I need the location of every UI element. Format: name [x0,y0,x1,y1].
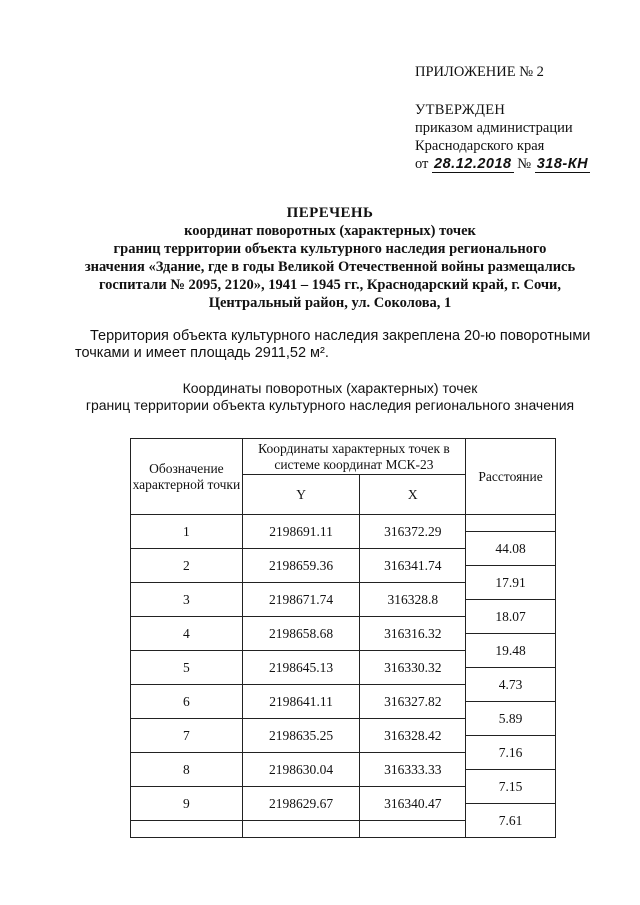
distance: 4.73 [466,668,556,702]
point-id: 9 [131,787,243,821]
distance: 7.61 [466,804,556,838]
point-y: 2198629.67 [242,787,360,821]
caption-line-2: границ территории объекта культурного наследия регионального значения [85,397,575,413]
handwritten-date: 28.12.2018 [434,156,512,172]
point-x-blank [360,821,466,838]
order-line-1: приказом администрации [415,120,573,136]
point-id: 6 [131,685,243,719]
point-id: 1 [131,515,243,549]
point-id: 3 [131,583,243,617]
point-x: 316328.42 [360,719,466,753]
point-y: 2198641.11 [242,685,360,719]
point-x: 316316.32 [360,617,466,651]
point-y: 2198658.68 [242,617,360,651]
order-line-2: Краснодарского края [415,138,545,154]
point-y: 2198691.11 [242,515,360,549]
point-x: 316328.8 [360,583,466,617]
title-line: значения «Здание, где в годы Великой Отечественной войны размещались [84,259,576,275]
territory-paragraph [75,328,610,362]
distance: 18.07 [466,600,556,634]
point-y-blank [242,821,360,838]
distance-blank [466,515,556,532]
point-y: 2198645.13 [242,651,360,685]
point-id-blank [131,821,243,838]
point-x: 316341.74 [360,549,466,583]
point-y: 2198659.36 [242,549,360,583]
header-distance: Расстояние [466,439,556,515]
header-coordinates: Координаты характерных точек в системе координат МСК-23 [242,439,465,475]
point-id: 7 [131,719,243,753]
distance: 7.15 [466,770,556,804]
approved-label: УТВЕРЖДЕН [415,102,506,118]
header-y: Y [242,475,360,515]
point-id: 4 [131,617,243,651]
annex-label: ПРИЛОЖЕНИЕ № 2 [415,64,544,80]
paragraph-line-1: Территория объекта культурного наследия закреплена 20-ю поворотными [90,328,591,344]
distance: 17.91 [466,566,556,600]
distance: 44.08 [466,532,556,566]
distance: 19.48 [466,634,556,668]
title-line: границ территории объекта культурного наследия регионального [113,241,547,257]
point-y: 2198630.04 [242,753,360,787]
distance: 7.16 [466,736,556,770]
date-prefix: от [415,156,429,172]
title-line: координат поворотных (характерных) точек [184,223,476,239]
coordinates-table [130,438,556,838]
title-line: госпитали № 2095, 2120», 1941 – 1945 гг., Краснодарский край, г. Сочи, [98,277,562,293]
point-x: 316333.33 [360,753,466,787]
point-id: 8 [131,753,243,787]
point-y: 2198635.25 [242,719,360,753]
point-x: 316330.32 [360,651,466,685]
point-id: 5 [131,651,243,685]
caption-line-1: Координаты поворотных (характерных) точек [182,380,478,396]
header-x: X [360,475,466,515]
point-id: 2 [131,549,243,583]
point-y: 2198671.74 [242,583,360,617]
header-point: Обозначение характерной точки [131,439,243,515]
title-line: Центральный район, ул. Соколова, 1 [208,295,452,311]
handwritten-number: 318-КН [536,156,589,172]
table-caption [60,380,600,414]
point-x: 316372.29 [360,515,466,549]
distance: 5.89 [466,702,556,736]
paragraph-line-2: точками и имеет площадь 2911,52 м². [75,345,329,361]
table-row [131,515,556,532]
point-x: 316340.47 [360,787,466,821]
point-x: 316327.82 [360,685,466,719]
document-title [60,204,600,312]
order-date-line [415,156,590,173]
number-prefix: № [517,156,532,172]
title-main: ПЕРЕЧЕНЬ [286,205,374,221]
